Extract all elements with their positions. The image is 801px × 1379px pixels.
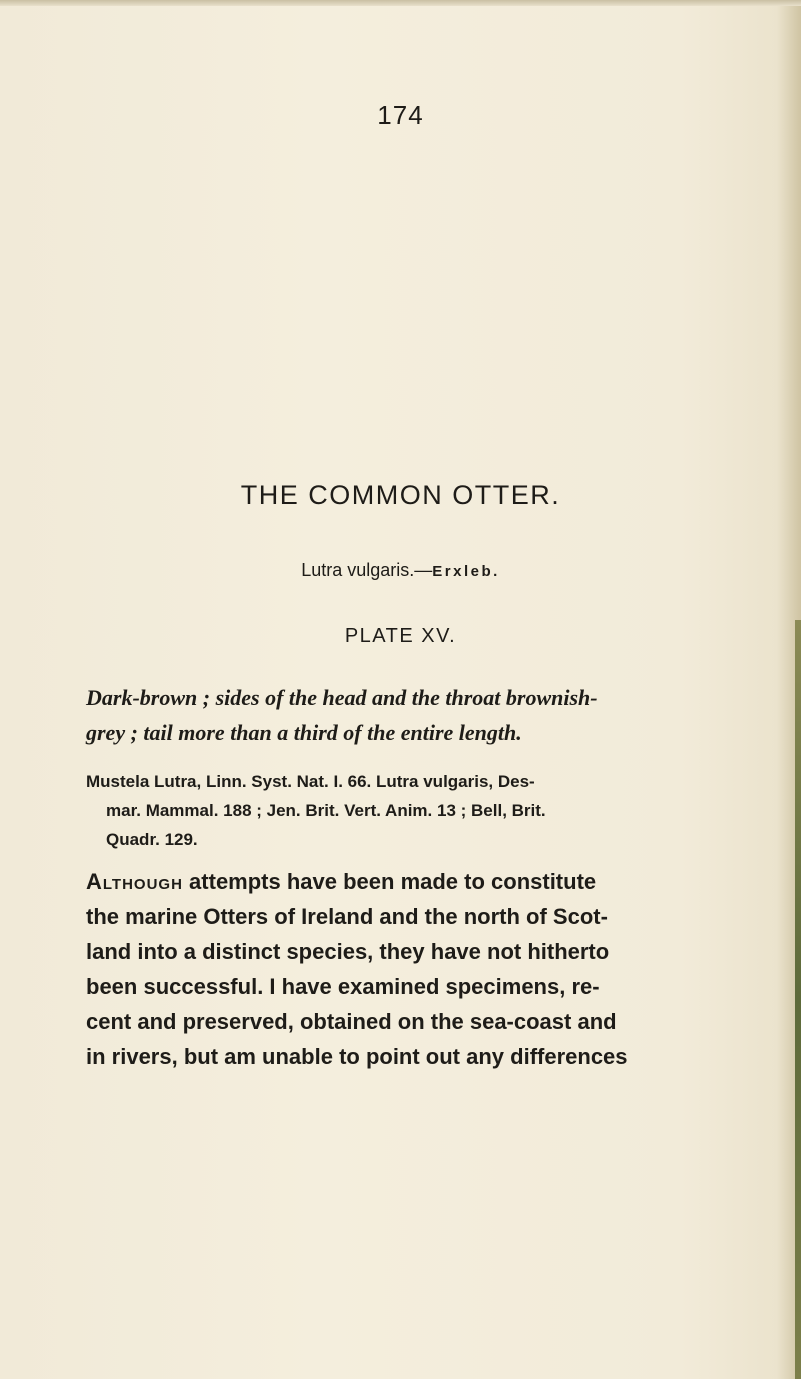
- body-line: [86, 864, 746, 899]
- lead-word: Although: [86, 869, 183, 894]
- body-line: cent and preserved, obtained on the sea-coast and: [86, 1009, 617, 1034]
- binomial-name: [0, 560, 801, 581]
- species-name: Lutra vulgaris.: [301, 560, 415, 580]
- diagnosis-line: grey ; tail more than a third of the entire length.: [86, 720, 522, 745]
- page-number: 174: [377, 100, 424, 130]
- species-author: Erxleb.: [432, 563, 500, 580]
- synonymy-line: Mustela Lutra, Linn. Syst. Nat. I. 66. Lutra vulgaris, Des-: [86, 772, 535, 791]
- body-paragraph: [86, 864, 746, 1074]
- synonymy-line: Quadr. 129.: [106, 830, 198, 849]
- diagnosis-line: Dark-brown ; sides of the head and the throat brownish-: [86, 685, 598, 710]
- page-right-edge: [795, 620, 801, 1379]
- body-line: land into a distinct species, they have not hitherto: [86, 939, 610, 964]
- body-line-rest: attempts have been made to constitute: [182, 869, 597, 894]
- diagnosis-paragraph: [86, 680, 736, 750]
- section-title: THE COMMON OTTER.: [240, 480, 561, 510]
- page-top-edge: [0, 0, 801, 6]
- body-line: been successful. I have examined specimens, re-: [86, 974, 600, 999]
- synonymy-paragraph: [86, 767, 746, 854]
- body-line: the marine Otters of Ireland and the north of Scot-: [86, 904, 608, 929]
- body-line: in rivers, but am unable to point out any differences: [86, 1044, 628, 1069]
- binomial-separator: —: [414, 560, 433, 580]
- plate-label: PLATE XV.: [344, 625, 457, 647]
- synonymy-line: mar. Mammal. 188 ; Jen. Brit. Vert. Anim. 13 ; Bell, Brit.: [106, 801, 546, 820]
